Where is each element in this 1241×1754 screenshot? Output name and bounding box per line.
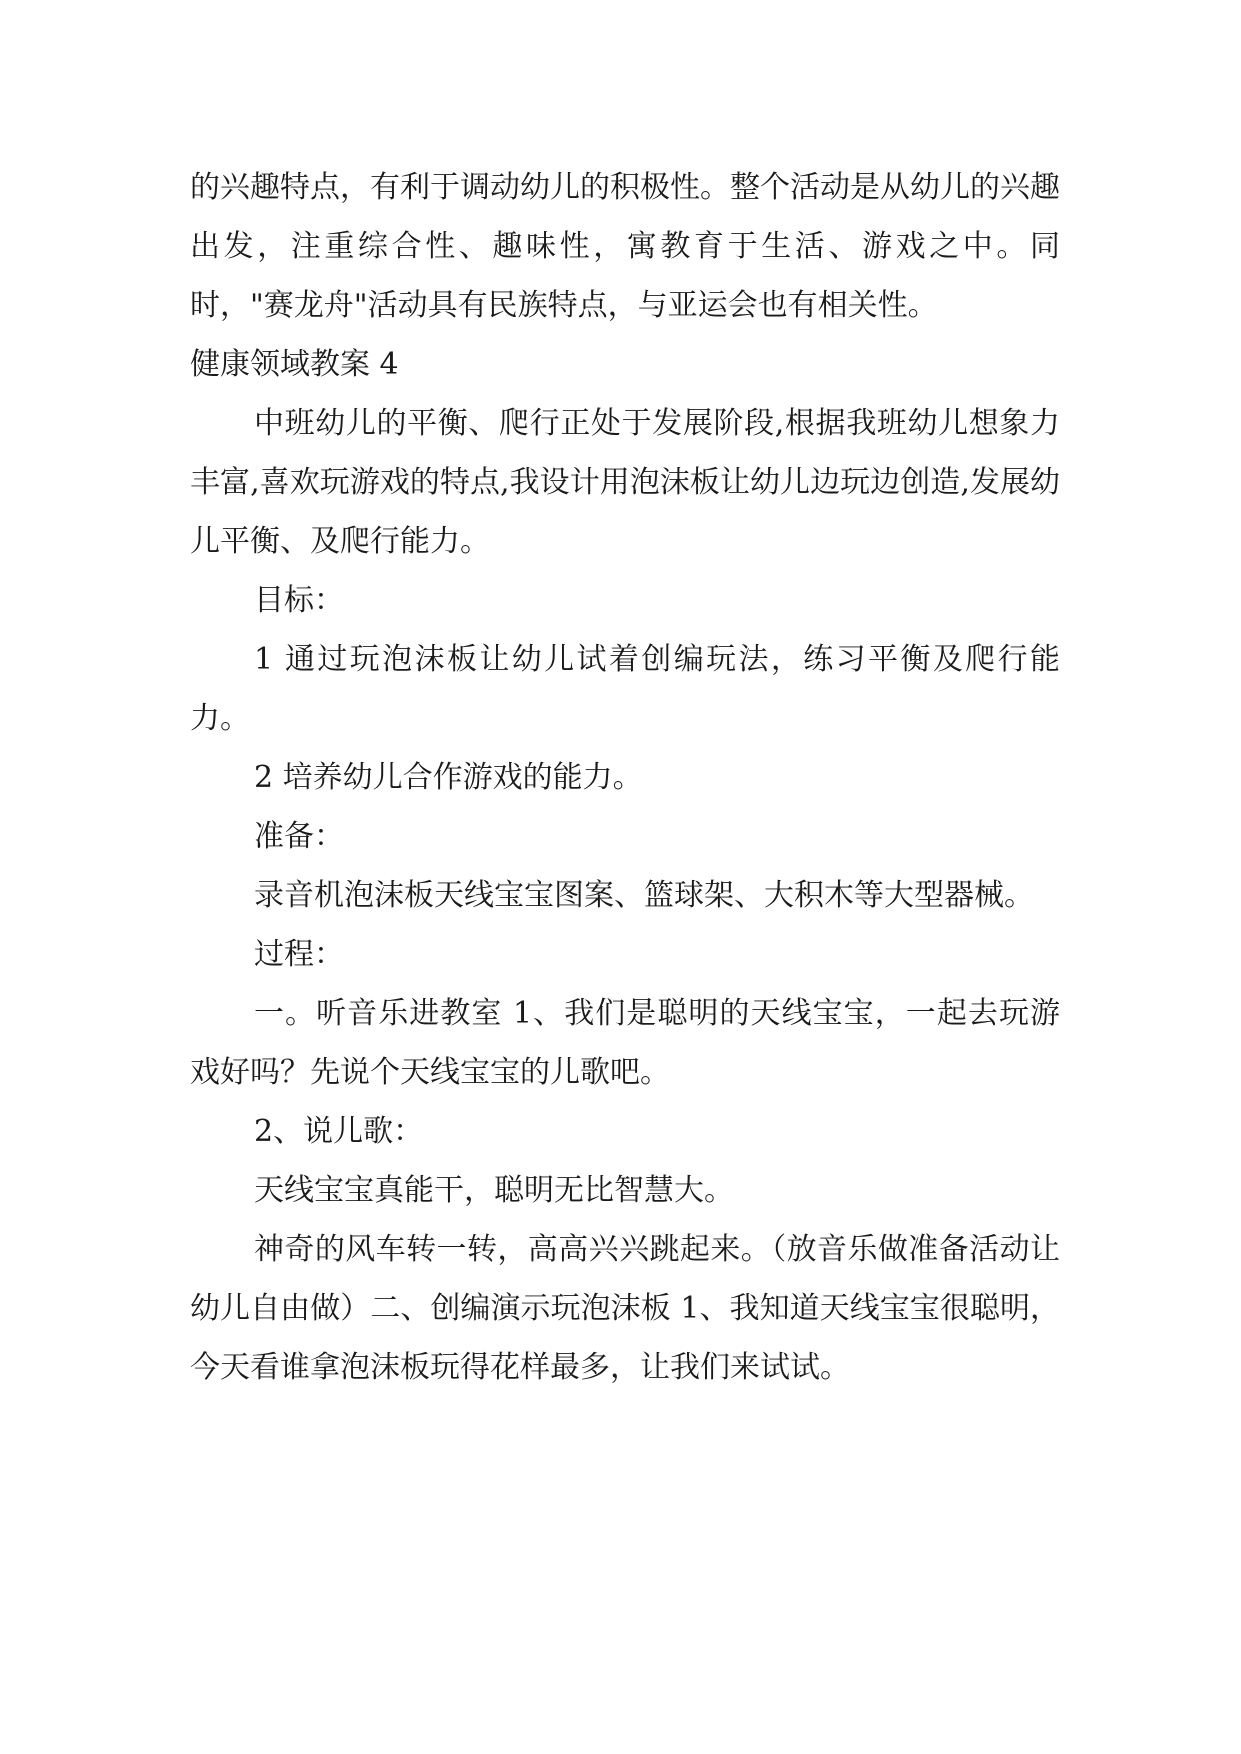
- paragraph-materials: 录音机泡沫板天线宝宝图案、篮球架、大积木等大型器械。: [254, 878, 1034, 913]
- process-step-2: 2、说儿歌：: [254, 1114, 424, 1149]
- rhyme-line-2: 神奇的风车转一转，高高兴兴跳起来。（放音乐做准备活动让幼儿自由做）二、创编演示玩泡沫板 1、我知道天线宝宝很聪明，今天看谁拿泡沫板玩得花样最多，让我们来试试。: [190, 1232, 1060, 1385]
- label-process: 过程：: [254, 937, 344, 972]
- process-step-1: 一。听音乐进教室 1、我们是聪明的天线宝宝，一起去玩游戏好吗？先说个天线宝宝的儿歌吧。: [190, 996, 1060, 1090]
- document-body: [190, 158, 1060, 1397]
- section-heading: 健康领域教案 4: [190, 347, 399, 382]
- goal-item-2: 2 培养幼儿合作游戏的能力。: [254, 760, 643, 795]
- paragraph-background: 中班幼儿的平衡、爬行正处于发展阶段,根据我班幼儿想象力丰富,喜欢玩游戏的特点,我设计用泡沫板让幼儿边玩边创造,发展幼儿平衡、及爬行能力。: [190, 406, 1060, 559]
- label-preparation: 准备：: [254, 819, 344, 854]
- rhyme-line-1: 天线宝宝真能干，聪明无比智慧大。: [254, 1173, 734, 1208]
- label-goals: 目标：: [254, 583, 344, 618]
- paragraph-intro-continuation: 的兴趣特点，有利于调动幼儿的积极性。整个活动是从幼儿的兴趣出发，注重综合性、趣味性，寓教育于生活、游戏之中。同时，"赛龙舟"活动具有民族特点，与亚运会也有相关性。: [190, 170, 1060, 323]
- goal-item-1: 1 通过玩泡沫板让幼儿试着创编玩法，练习平衡及爬行能力。: [190, 642, 1060, 736]
